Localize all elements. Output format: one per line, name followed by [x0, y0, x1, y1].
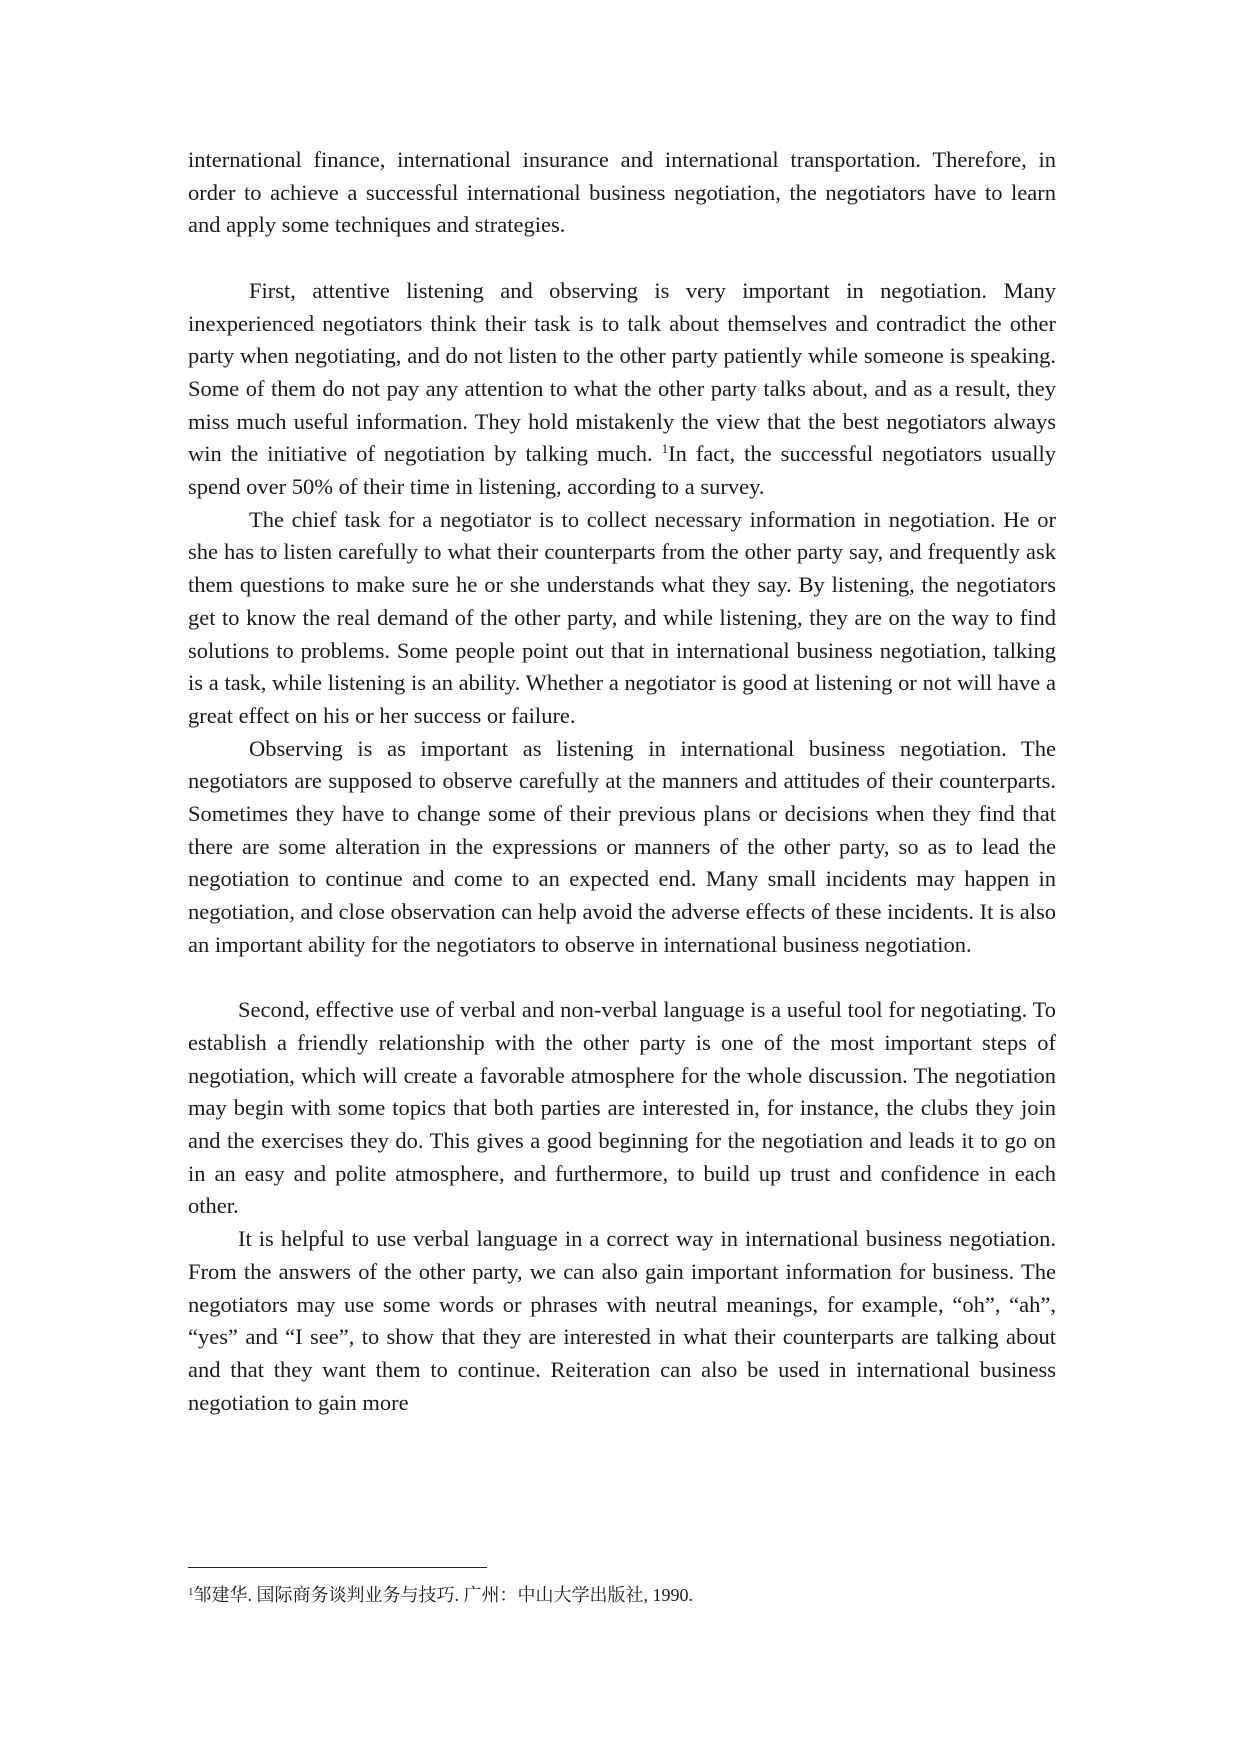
body-text [188, 144, 1056, 1419]
paragraph: Second, effective use of verbal and non-verbal language is a useful tool for negotiating. To establish a friendly relationship with the other party is one of the most important steps of negotiation, which will create a favorable atmosphere for the whole discussion. The negotiation may begin with some topics that both parties are interested in, for instance, the clubs they join and the exercises they do. This gives a good beginning for the negotiation and leads it to go on in an easy and polite atmosphere, and furthermore, to build up trust and confidence in each other. [188, 997, 1056, 1219]
footnote-reference: 1 [661, 441, 669, 457]
footnote-mark: 1 [188, 1586, 194, 1598]
footnote [188, 1583, 1056, 1607]
paragraph: The chief task for a negotiator is to collect necessary information in negotiation. He or she has to listen carefully to what their counterparts from the other party say, and frequently ask them questions to make sure he or she understands what they say. By listening, the negotiators get to know the real demand of the other party, and while listening, they are on the way to find solutions to problems. Some people point out that in international business negotiation, talking is a task, while listening is an ability. Whether a negotiator is good at listening or not will have a great effect on his or her success or failure. [188, 506, 1056, 728]
paragraph-text: In fact, the successful negotiators usually spend over 50% of their time in listening, according to a survey. [188, 441, 1057, 500]
footnote-separator [188, 1567, 487, 1568]
paragraph [188, 275, 1056, 504]
footnote-text: 邹建华. 国际商务谈判业务与技巧. 广州：中山大学出版社, 1990. [193, 1585, 693, 1605]
paragraph-text: First, attentive listening and observing is very important in negotiation. Many inexperienced negotiators think their task is to talk about themselves and contradict the other party when negotiating, and do not listen to the other party patiently while someone is speaking. Some of them do not pay any attention to what the other party talks about, and as a result, they miss much useful information. They hold mistakenly the view that the best negotiators always win the initiative of negotiation by talking much. [188, 277, 1056, 467]
paragraph-gap [188, 242, 1056, 275]
paragraph: Observing is as important as listening in international business negotiation. The negotiators are supposed to observe carefully at the manners and attitudes of their counterparts. Sometimes they have to change some of their previous plans or decisions when they find that there are some alteration in the expressions or manners of the other party, so as to lead the negotiation to continue and come to an expected end. Many small incidents may happen in negotiation, and close observation can help avoid the adverse effects of these incidents. It is also an important ability for the negotiators to observe in international business negotiation. [188, 735, 1056, 957]
paragraph: It is helpful to use verbal language in a correct way in international business negotiation. From the answers of the other party, we can also gain important information for business. The negotiators may use some words or phrases with neutral meanings, for example, “oh”, “ah”, “yes” and “I see”, to show that they are interested in what their counterparts are talking about and that they want them to continue. Reiteration can also be used in international business negotiation to gain more [188, 1226, 1056, 1415]
paragraph: international finance, international insurance and international transportation. Therefore, in order to achieve a successful international business negotiation, the negotiators have to learn and apply some techniques and strategies. [188, 147, 1056, 238]
paragraph-gap [188, 962, 1056, 995]
